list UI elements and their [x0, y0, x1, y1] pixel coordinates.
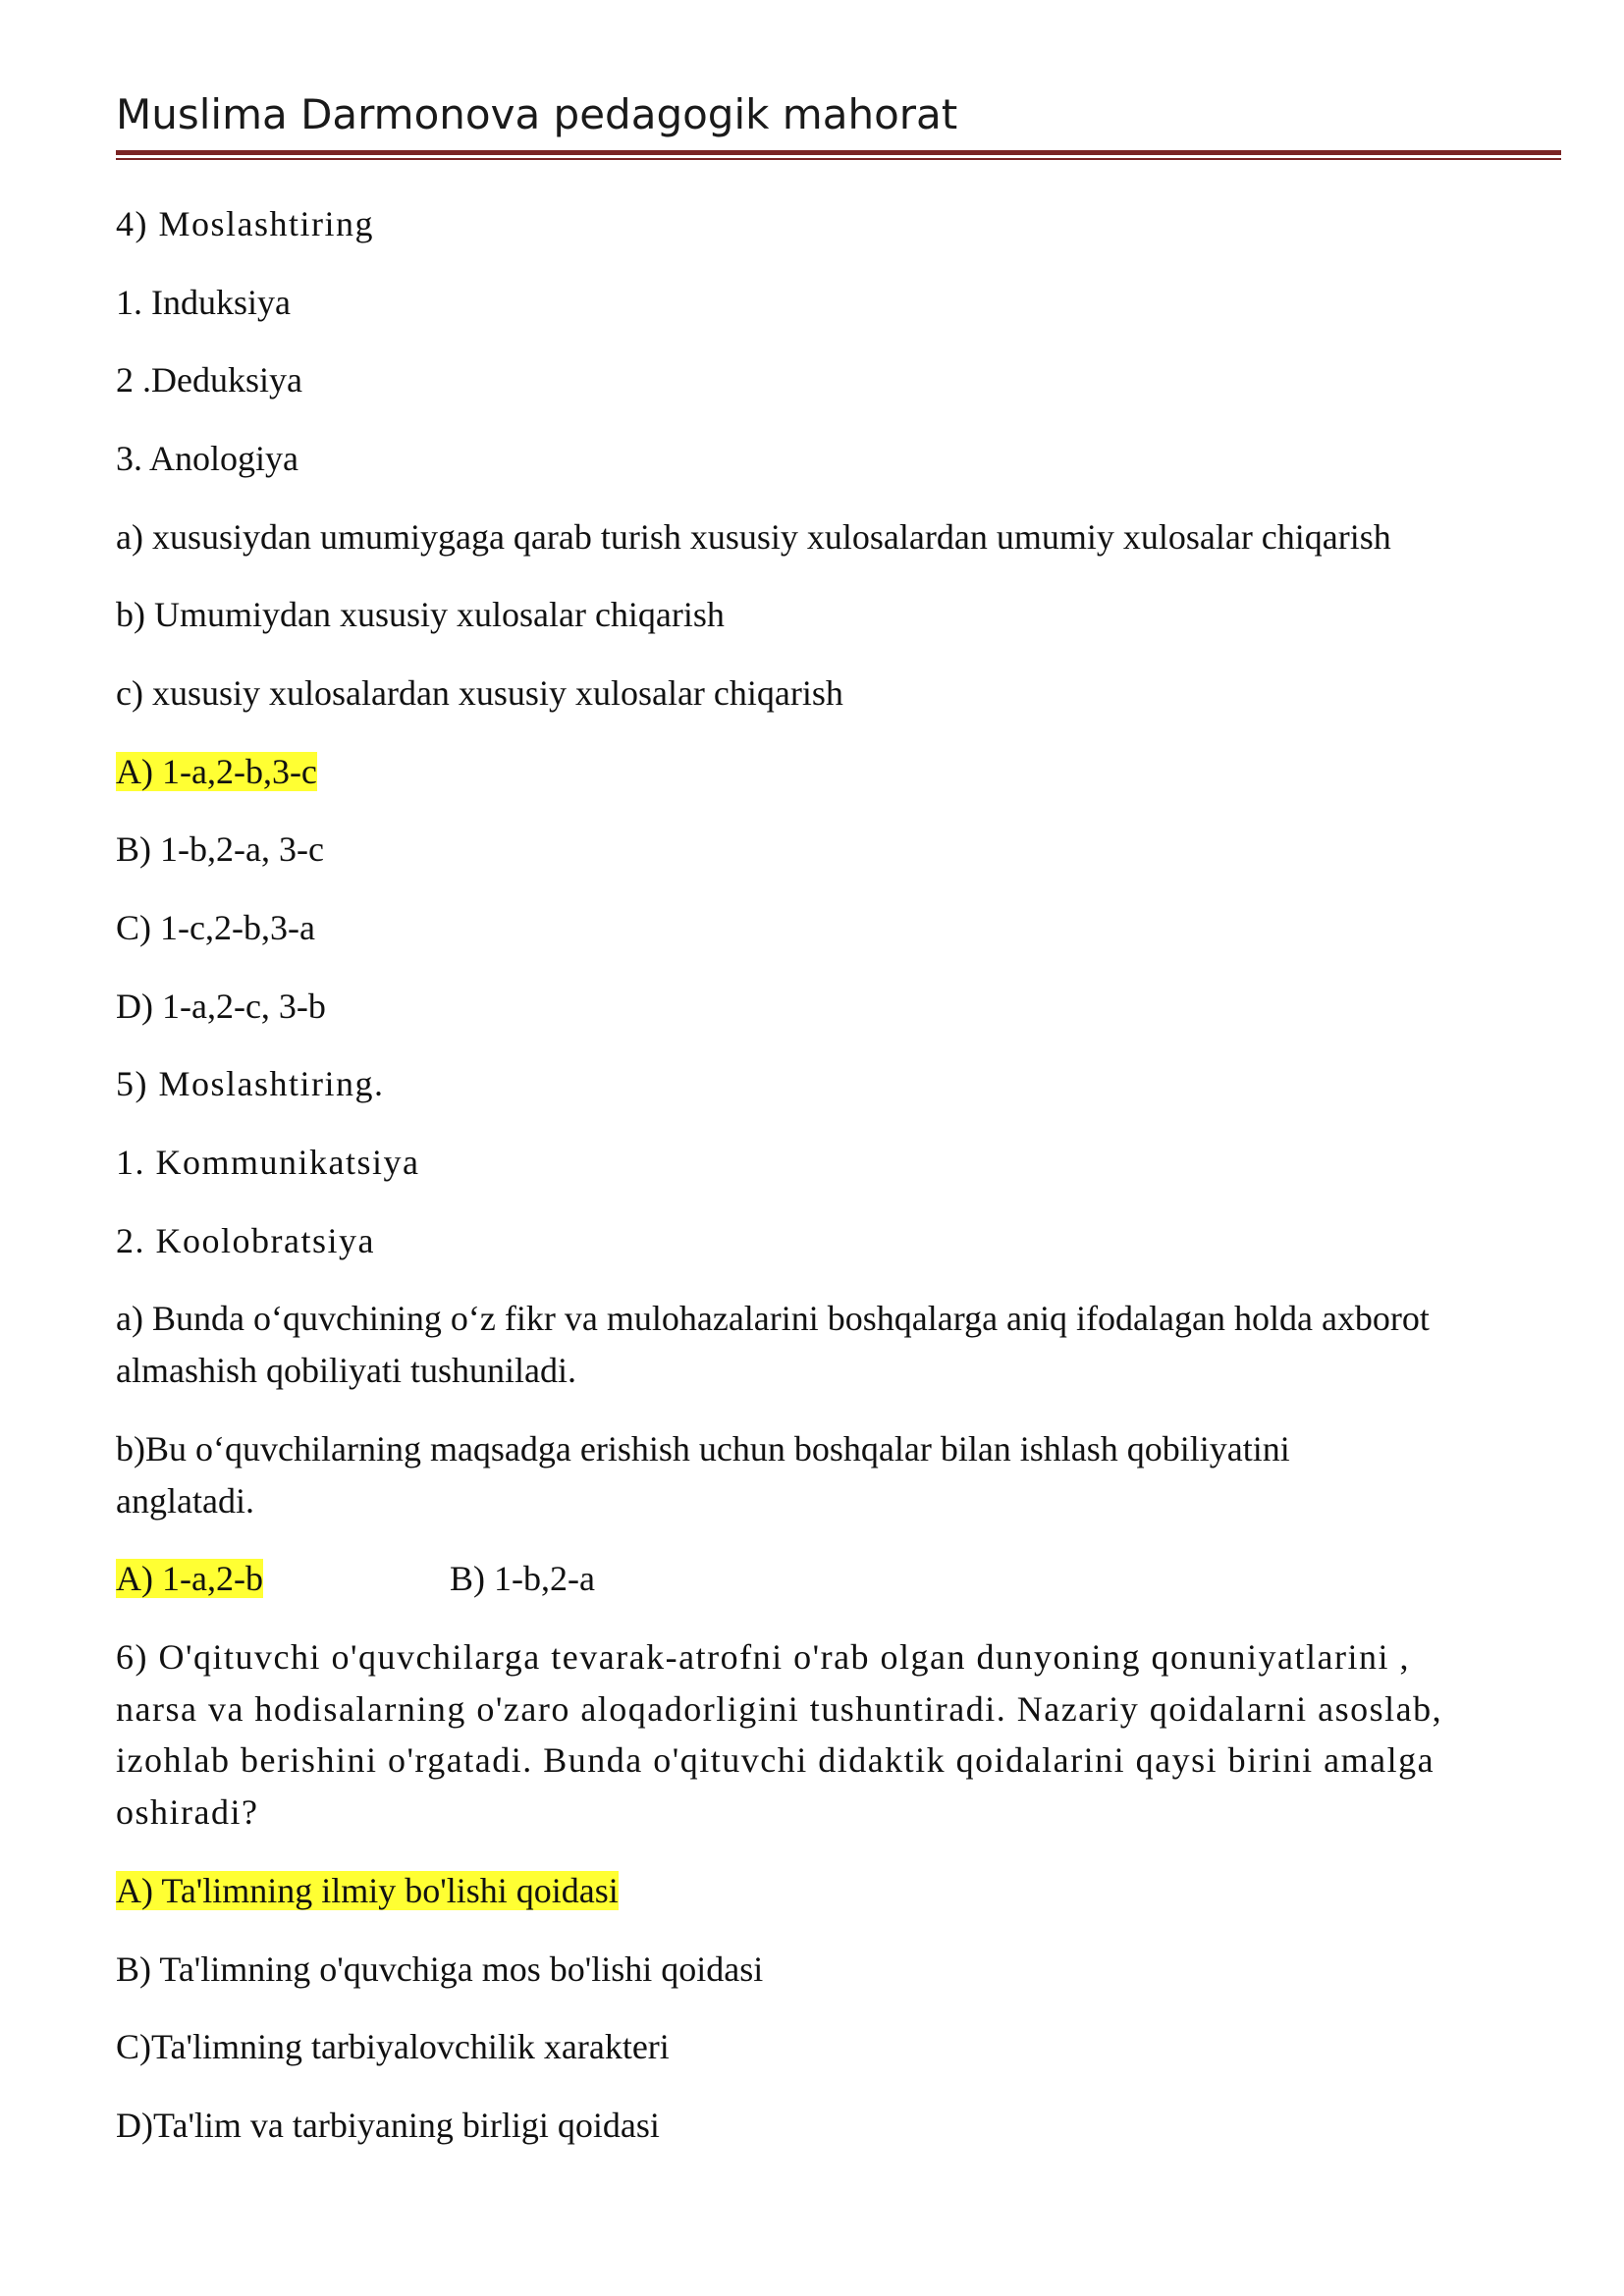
page-header-title: Muslima Darmonova pedagogik mahorat [116, 90, 958, 138]
question-5-option: B) 1-b,2-a [450, 1559, 595, 1598]
question-4-definition: c) xususiy xulosalardan xususiy xulosalar chiqarish [116, 673, 843, 713]
header-rule-thick [116, 150, 1561, 155]
question-4-item: 3. Anologiya [116, 439, 298, 478]
question-6-text: oshiradi? [116, 1792, 259, 1832]
question-6-option: C)Ta'limning tarbiyalovchilik xarakteri [116, 2027, 670, 2066]
question-5-definition-b: b)Bu o‘quvchilarning maqsadga erishish uchun boshqalar bilan ishlash qobiliyatini [116, 1429, 1290, 1468]
question-5-definition-a: almashish qobiliyati tushuniladi. [116, 1351, 576, 1390]
question-5-definition-b: anglatadi. [116, 1481, 254, 1521]
question-5-definition-a: a) Bunda o‘quvchining o‘z fikr va mulohazalarini boshqalarga aniq ifodalagan holda axborot [116, 1299, 1430, 1338]
question-4-option: D) 1-a,2-c, 3-b [116, 987, 326, 1026]
question-4-definition: b) Umumiydan xususiy xulosalar chiqarish [116, 595, 725, 634]
question-4-item: 1. Induksiya [116, 283, 291, 322]
question-4-definition: a) xususiydan umumiygaga qarab turish xususiy xulosalardan umumiy xulosalar chiqarish [116, 517, 1391, 557]
correct-answer-highlight: A) 1-a,2-b [116, 1559, 263, 1598]
question-5-option [116, 1553, 263, 1604]
question-4-option: C) 1-c,2-b,3-a [116, 908, 315, 947]
correct-answer-highlight: A) Ta'limning ilmiy bo'lishi qoidasi [116, 1871, 619, 1910]
question-6-option: D)Ta'lim va tarbiyaning birligi qoidasi [116, 2106, 660, 2145]
question-6-option: B) Ta'limning o'quvchiga mos bo'lishi qoidasi [116, 1949, 764, 1989]
question-5-item: 2. Koolobratsiya [116, 1221, 375, 1260]
header-rule-thin [116, 158, 1561, 160]
question-5-item: 1. Kommunikatsiya [116, 1143, 420, 1182]
question-4-option: B) 1-b,2-a, 3-c [116, 829, 324, 869]
correct-answer-highlight: A) 1-a,2-b,3-c [116, 752, 317, 791]
question-4-title: 4) Moslashtiring [116, 204, 374, 243]
question-6-text: 6) O'qituvchi o'quvchilarga tevarak-atrofni o'rab olgan dunyoning qonuniyatlarini , [116, 1637, 1410, 1677]
question-6-text: izohlab berishini o'rgatadi. Bunda o'qituvchi didaktik qoidalarini qaysi birini amalga [116, 1740, 1435, 1780]
question-4-option [116, 746, 317, 797]
question-6-option [116, 1865, 619, 1916]
question-4-item: 2 .Deduksiya [116, 360, 302, 400]
question-6-text: narsa va hodisalarning o'zaro aloqadorligini tushuntiradi. Nazariy qoidalarni asoslab, [116, 1689, 1443, 1729]
question-5-title: 5) Moslashtiring. [116, 1064, 385, 1103]
